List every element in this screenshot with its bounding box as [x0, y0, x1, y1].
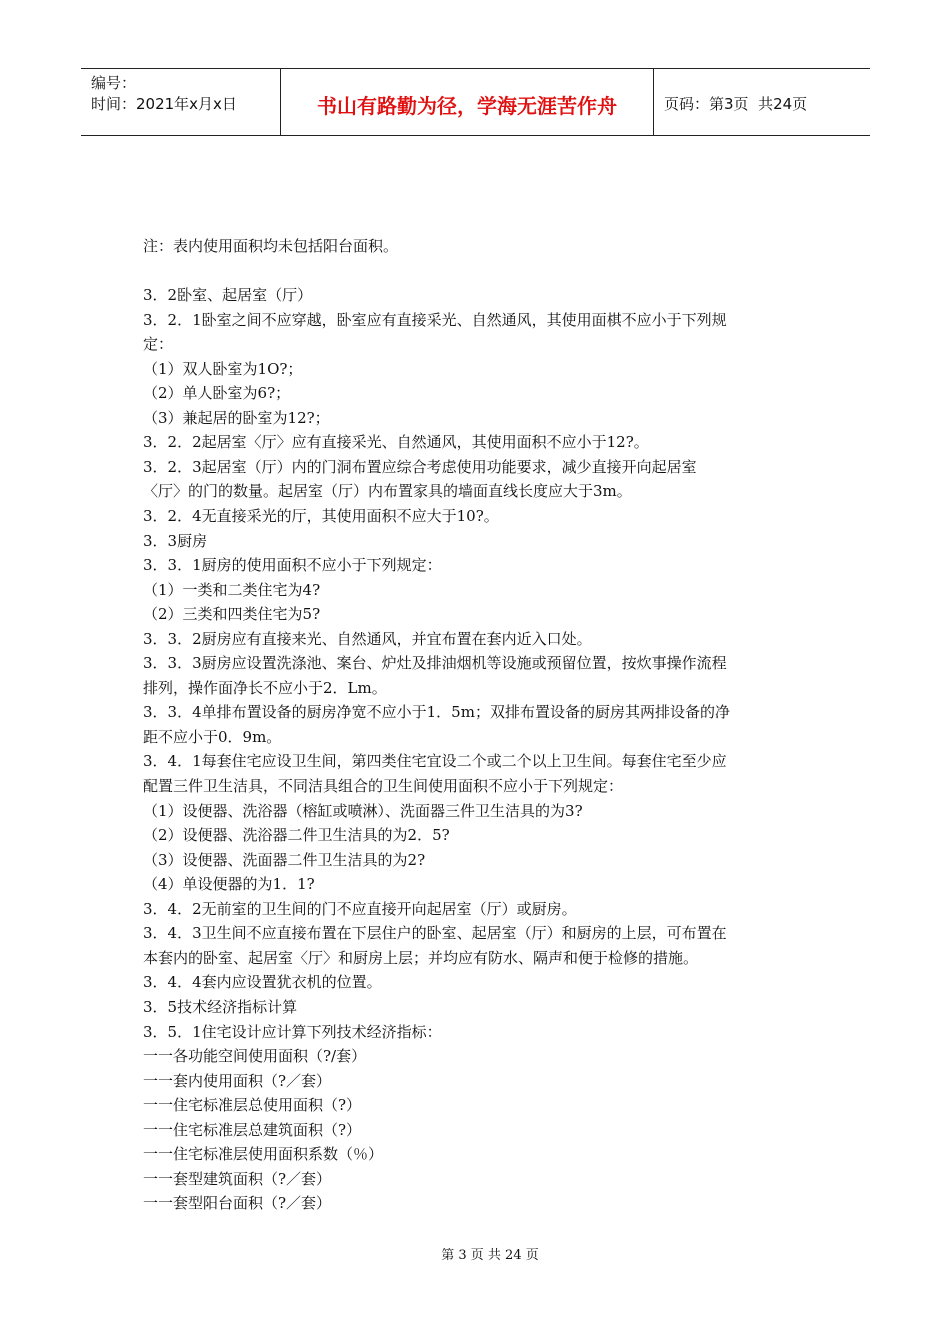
number-label: 编号：	[91, 74, 137, 92]
text-line: 一一住宅标准层总使用面积（?）	[143, 1096, 362, 1115]
text-line: 3．2．3起居室（厅）内的门洞布置应综合考虑使用功能要求，减少直接开向起居室	[143, 457, 697, 476]
page-header	[81, 68, 870, 136]
text-line: 3．2．4无直接采光的厅，其使用面积不应大于10?。	[143, 507, 499, 526]
text-line: 一一套型阳台面积（?／套）	[143, 1194, 332, 1213]
text-line: 3．3．3厨房应设置洗涤池、案台、炉灶及排油烟机等设施或预留位置，按炊事操作流程	[143, 654, 727, 673]
text-line: 3．5技术经济指标计算	[143, 997, 298, 1016]
text-line	[143, 259, 823, 284]
header-meta	[81, 69, 281, 135]
text-line: （3）设便器、洗面器二件卫生洁具的为2?	[143, 850, 426, 869]
text-line: 〈厅〉的门的数量。起居室（厅）内布置家具的墙面直线长度应大于3m。	[143, 482, 632, 501]
text-line: 定：	[143, 335, 174, 354]
text-line: 配置三件卫生洁具，不同洁具组合的卫生间使用面积不应小于下列规定：	[143, 777, 624, 796]
header-page-info: 页码：第3页 共24页	[664, 94, 808, 113]
text-line: （3）兼起居的卧室为12?；	[143, 408, 330, 427]
text-line: （4）单设便器的为1．1?	[143, 875, 315, 894]
text-line: （1）双人卧室为1O?；	[143, 359, 303, 378]
text-line: 3．3．2厨房应有直接来光、自然通风，并宜布置在套内近入口处。	[143, 629, 592, 648]
text-line: （2）设便器、洗浴器二件卫生洁具的为2．5?	[143, 826, 450, 845]
text-line: 一一住宅标准层总建筑面积（?）	[143, 1120, 362, 1139]
header-motto: 书山有路勤为径，学海无涯苦作舟	[281, 69, 654, 135]
text-line: （2）三类和四类住宅为5?	[143, 605, 321, 624]
text-line: 距不应小于0．9m。	[143, 727, 282, 746]
text-line: （1）设便器、洗浴器（榕缸或喷淋）、洗面器三件卫生洁具的为3?	[143, 801, 583, 820]
text-line: 注：表内使用面积均未包括阳台面积。	[143, 237, 399, 255]
document-body	[143, 234, 823, 1216]
date-label: 时间：2021年x月x日	[91, 95, 237, 113]
text-line: 排列，操作面净长不应小于2．Lm。	[143, 678, 387, 697]
page-footer: 第 3 页 共 24 页	[441, 1248, 539, 1263]
text-line: 3．4．1每套住宅应设卫生间，第四类住宅宜设二个或二个以上卫生间。每套住宅至少应	[143, 752, 727, 771]
text-line: 3．4．4套内应设置犹衣机的位置。	[143, 973, 382, 992]
text-line: 一一套型建筑面积（?／套）	[143, 1169, 332, 1188]
text-line: 3．2．2起居室〈厅〉应有直接采光、自然通风，其使用面积不应小于12?。	[143, 433, 649, 452]
text-line: 3．3．1厨房的使用面积不应小于下列规定：	[143, 556, 442, 575]
text-line: （2）单人卧室为6?；	[143, 384, 291, 403]
text-line: 一一各功能空间使用面积（?/套）	[143, 1047, 367, 1066]
text-line: 3．3厨房	[143, 531, 208, 550]
text-line: 3．5．1住宅设计应计算下列技术经济指标：	[143, 1022, 442, 1041]
text-line: 一一套内使用面积（?／套）	[143, 1071, 332, 1090]
text-line: 3．3．4单排布置设备的厨房净宽不应小于1．5m；双排布置设备的厨房其两排设备的净	[143, 703, 730, 722]
text-line: 3．4．3卫生间不应直接布置在下层住户的卧室、起居室（厅）和厨房的上层，可布置在	[143, 924, 727, 943]
text-line: （1）一类和二类住宅为4?	[143, 580, 321, 599]
text-line: 3．4．2无前室的卫生间的门不应直接开向起居室（厅）或厨房。	[143, 899, 577, 918]
text-line: 本套内的卧室、起居室〈厅〉和厨房上层；并均应有防水、隔声和便于检修的措施。	[143, 948, 699, 967]
text-line: 一一住宅标准层使用面积系数（％）	[143, 1145, 384, 1164]
text-line: 3．2卧室、起居室（厅）	[143, 286, 313, 305]
text-line: 3．2．1卧室之间不应穿越，卧室应有直接采光、自然通风，其使用面棋不应小于下列规	[143, 310, 727, 329]
